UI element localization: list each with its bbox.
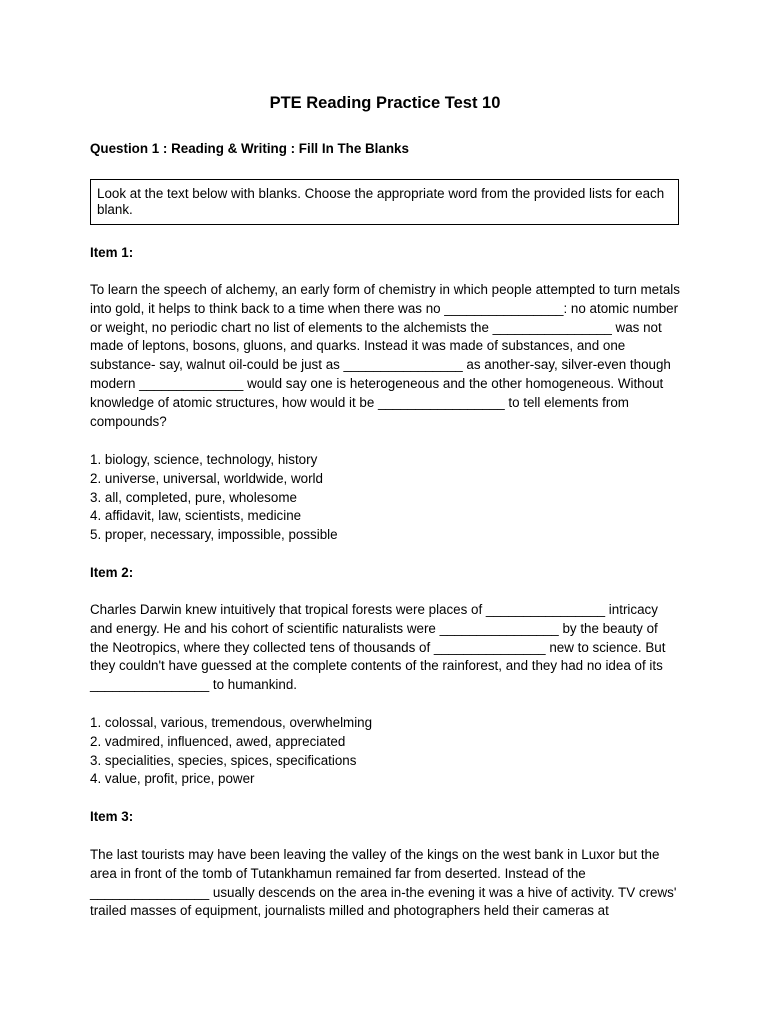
item-2-option-1: 1. colossal, various, tremendous, overwhelming	[90, 715, 373, 730]
item-3-passage: The last tourists may have been leaving the valley of the kings on the west bank in Luxor but the area in front of the tomb of Tutankhamun remained far from deserted. Instead of the ________________ usually descends on the area in-the evening it was a hive of activity. TV crews' trailed masses of equipment, journalists milled and photographers held their cameras at	[90, 847, 677, 919]
item-2-passage: Charles Darwin knew intuitively that tropical forests were places of ________________ intricacy and energy. He and his cohort of scientific naturalists were ________________ by the beauty of the Neotropics, where they collected tens of thousands of _______________ new to science. But they couldn't have guessed at the complete contents of the rainforest, and they had no idea of its ________________ to humankind.	[90, 602, 666, 693]
item-1-options	[90, 451, 338, 545]
item-2-heading: Item 2:	[90, 565, 134, 580]
item-2-option-3: 3. specialities, species, spices, specifications	[90, 752, 357, 768]
instruction-box	[90, 179, 679, 225]
item-1-option-5: 5. proper, necessary, impossible, possible	[90, 527, 338, 543]
item-2-option-2: 2. vadmired, influenced, awed, appreciated	[90, 733, 346, 749]
item-2-option-4: 4. value, profit, price, power	[90, 771, 255, 787]
instruction-text: Look at the text below with blanks. Choose the appropriate word from the provided lists for each blank.	[97, 186, 665, 217]
item-1-option-3: 3. all, completed, pure, wholesome	[90, 489, 297, 505]
item-1-option-1: 1. biology, science, technology, history	[90, 452, 318, 467]
item-1-heading: Item 1:	[90, 245, 134, 260]
item-3-heading: Item 3:	[90, 809, 134, 824]
page-title: PTE Reading Practice Test 10	[269, 94, 501, 112]
item-2-options	[90, 714, 372, 789]
item-1-option-2: 2. universe, universal, worldwide, world	[90, 470, 323, 486]
item-1-passage: To learn the speech of alchemy, an early form of chemistry in which people attempted to turn metals into gold, it helps to think back to a time when there was no ________________: no atomic number or weight, no periodic chart no list of elements to the alchemists the ________________ was not made of leptons, bosons, gluons, and quarks. Instead it was made of substances, and one substance- say, walnut oil-could be just as ________________ as another-say, silver-even though modern ______________ would say one is heterogeneous and the other homogeneous. Without knowledge of atomic structures, how would it be _________________ to tell elements from compounds?	[90, 282, 680, 429]
question-heading: Question 1 : Reading & Writing : Fill In The Blanks	[90, 141, 409, 156]
item-1-option-4: 4. affidavit, law, scientists, medicine	[90, 508, 302, 524]
